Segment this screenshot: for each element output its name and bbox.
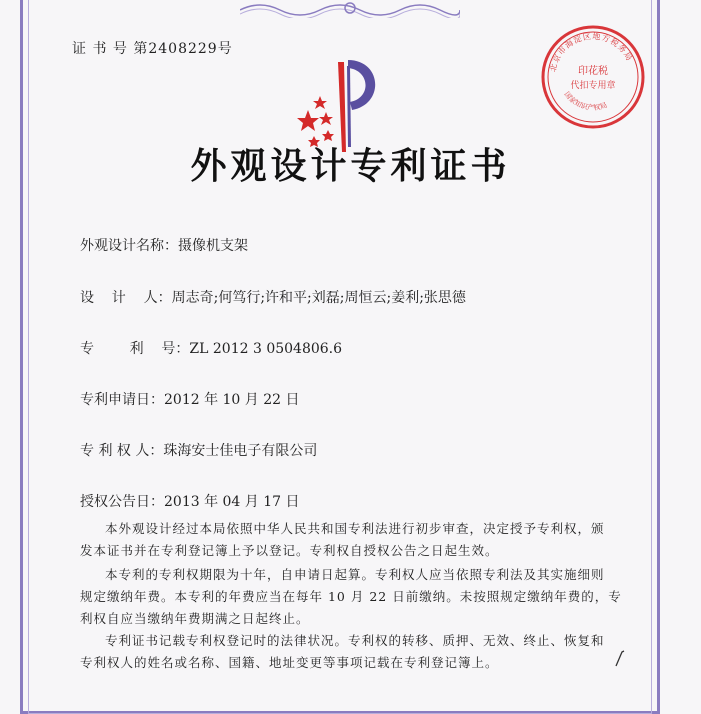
paragraph-line: 专利证书记载专利权登记时的法律状况。专利权的转移、质押、无效、终止、恢复和 — [105, 633, 605, 648]
paragraph-term — [80, 564, 625, 630]
field-value: 2012 年 10 月 22 日 — [164, 392, 300, 408]
paragraph-line: 规定缴纳年费。本专利的年费应当在每年 10 月 22 日前缴纳。未按照规定缴纳年费的，专 — [80, 589, 622, 604]
stamp-center-line2: 代扣专用章 — [570, 81, 616, 91]
ornament-decoration — [240, 0, 460, 18]
field-label: 专利申请日： — [80, 392, 164, 408]
field-value: ZL 2012 3 0504806.6 — [189, 341, 343, 357]
paragraph-line: 本专利的专利权期限为十年，自申请日起算。专利权人应当依照专利法及其实施细则 — [105, 567, 605, 582]
logo-bar-blue — [347, 66, 351, 147]
field-label: 授权公告日： — [80, 494, 164, 510]
field-label: 设 计 人： — [80, 290, 172, 306]
page-title: 外观设计专利证书 — [190, 145, 511, 187]
paragraph-line: 发本证书并在专利登记簿上予以登记。专利权自授权公告之日起生效。 — [80, 543, 499, 558]
tax-stamp-seal — [538, 22, 648, 132]
field-label: 专 利 号： — [80, 341, 190, 357]
field-grant-date — [80, 491, 300, 511]
certificate-number: 证 书 号 第2408229号 — [72, 41, 233, 57]
stamp-ring-text: 北京市海淀区地方税务局 — [548, 31, 635, 73]
field-patent-number — [80, 338, 342, 358]
field-label: 外观设计名称： — [80, 238, 178, 254]
paragraph-legal-status — [80, 630, 625, 674]
logo-p-curve — [348, 60, 375, 110]
paragraph-line: 专利权人的姓名或名称、国籍、地址变更等事项记载在专利登记簿上。 — [80, 655, 499, 670]
stamp-center-line1: 印花税 — [578, 66, 608, 77]
stamp-bottom-text: 国家知识产权局 — [562, 90, 609, 112]
field-value: 摄像机支架 — [178, 238, 248, 254]
field-value: 2013 年 04 月 17 日 — [164, 494, 300, 510]
field-value: 珠海安士佳电子有限公司 — [163, 443, 318, 459]
sipo-logo — [290, 52, 390, 152]
field-application-date — [80, 389, 300, 409]
paragraph-grant — [80, 518, 625, 562]
paragraph-line: 利权自应当缴纳年费期满之日起终止。 — [80, 611, 310, 626]
field-design-name — [80, 235, 248, 255]
field-label: 专 利 权 人： — [80, 443, 164, 459]
field-value: 周志奇;何笃行;许和平;刘磊;周恒云;姜利;张思德 — [171, 290, 466, 306]
field-patentee — [80, 440, 317, 460]
field-designers — [80, 287, 466, 307]
handwritten-mark — [612, 648, 628, 668]
svg-text:国家知识产权局 — [562, 90, 608, 112]
paragraph-line: 本外观设计经过本局依照中华人民共和国专利法进行初步审查，决定授予专利权，颁 — [105, 521, 605, 536]
